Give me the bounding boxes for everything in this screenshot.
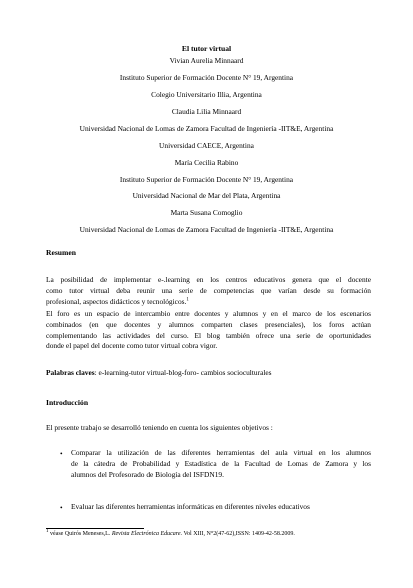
author-line: Vivian Aurelia Minnaard <box>169 56 244 65</box>
text-span: profesional, aspectos didácticos y tecnológicos. <box>46 296 187 306</box>
footnote-suffix: Vol XIII, N°2(47-62),ISSN: 1409-42-58.2009. <box>182 531 295 537</box>
author-line: Universidad Nacional de Lomas de Zamora Facultad de Ingeniería -IIT&E, Argentina <box>79 225 334 234</box>
author-line: Universidad CAECE, Argentina <box>159 141 254 150</box>
text-line <box>46 297 371 308</box>
footnote-marker: 1 <box>186 297 189 303</box>
intro-paragraph <box>46 423 371 434</box>
footnote-divider <box>46 528 144 529</box>
text-line: El presente trabajo se desarrolló teniendo en cuenta los siguientes objetivos : <box>46 423 273 432</box>
author-line: Claudia Lilia Minnaard <box>171 107 242 116</box>
text-line: de la cátedra de Probabilidad y Estadística de la Facultad de Lomas de Zamora y los <box>71 458 371 468</box>
keywords-text: : e-learning-tutor virtual-blog-foro- cambios socioculturales <box>94 368 272 377</box>
footnote-prefix: véase Quirós Meneses,L. <box>48 531 112 537</box>
bullet-item <box>71 502 371 513</box>
text-line: El foro es un espacio de intercambio entre docentes y alumnos y en el marco de los escenarios <box>46 309 371 318</box>
keywords-line <box>46 368 371 379</box>
bullet-marker: • <box>60 503 63 512</box>
author-line: Colegio Universitario Illia, Argentina <box>151 90 262 99</box>
author-line: Universidad Nacional de Mar del Plata, Argentina <box>132 191 281 200</box>
footnote-journal: Revista Electrónica Educare. <box>111 531 183 537</box>
text-line: Evaluar las diferentes herramientas informáticas en diferentes niveles educativos <box>71 502 310 511</box>
bullet-marker: • <box>60 449 63 458</box>
bullet-item <box>71 448 371 480</box>
abstract-paragraph-1 <box>46 275 371 307</box>
text-line: donde el papel del docente como tutor virtual cobra vigor. <box>46 341 218 351</box>
section-heading-introduccion: Introducción <box>46 398 89 407</box>
keywords-label: Palabras claves <box>46 368 95 377</box>
author-line: María Cecilia Rabino <box>174 158 239 167</box>
abstract-paragraph-2 <box>46 309 371 352</box>
text-line: La posibilidad de implementar e-.learning en los centros educativos genera que el docente <box>46 275 371 284</box>
author-line: Marta Susana Comoglio <box>170 208 243 217</box>
author-line: Instituto Superior de Formación Docente N° 19, Argentina <box>119 175 294 184</box>
text-line: Comparar la utilización de las diferentes herramientas del aula virtual en los alumnos <box>71 448 371 457</box>
text-line: complementando las actividades del curso. El blog también ofrece una serie de oportunidades <box>46 330 371 340</box>
footnote <box>46 531 295 537</box>
text-line: alumnos del Profesorado de Biología del ISFDN19. <box>71 469 224 479</box>
section-heading-resumen: Resumen <box>46 248 76 257</box>
text-line: como tutor virtual deba reunir una serie de competencias que varían desde su formación <box>46 285 371 295</box>
text-line: combinados (en que docentes y alumnos comparten clases presenciales), los foros actúan <box>46 319 371 329</box>
paper-title: El tutor virtual <box>181 44 232 53</box>
footnote-number: 1 <box>46 529 49 534</box>
author-line: Universidad Nacional de Lomas de Zamora Facultad de Ingeniería -IIT&E, Argentina <box>79 124 334 133</box>
author-line: Instituto Superior de Formación Docente N° 19, Argentina <box>119 73 294 82</box>
